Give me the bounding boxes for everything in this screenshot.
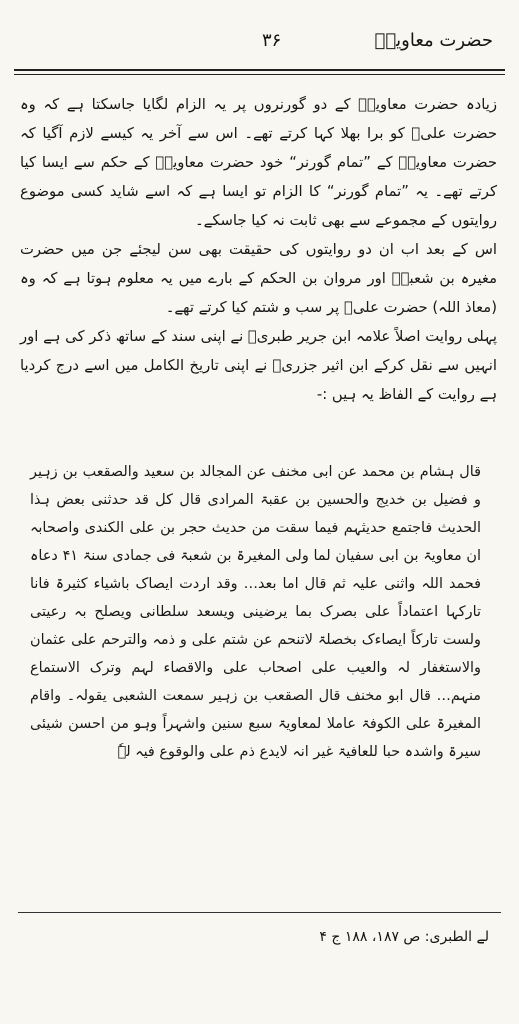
footnote-rule bbox=[18, 912, 501, 913]
page-number: ۳۶ bbox=[262, 30, 282, 51]
arabic-quotation: قال ہشام بن محمد عن ابی مخنف عن المجالد بن سعید والصقعب بن زہیر و فضیل بن خدیج والحسین بن عقبۃ المرادی قال کل قد حدثنی بعض ہذا الحدیث فاجتمع حدیثہم فیما سقت من حدیث حجر بن علی الکندی واصحابہ ان معاویۃ بن ابی سفیان لما ولی المغیرۃ بن شعبۃ فی جمادی سنۃ ۴۱ دعاہ فحمد اللہ واثنی علیہ ثم قال اما بعد… وقد اردت ایصاک باشیاء کثیرۃ فانا تارکہا اعتماداً علی بصرک بما یرضینی ویسعد سلطانی ویصلح بہ رعیتی ولست تارکاً ایصاءک بخصلۃ لاتنحم عن شتم علی و ذمہ والترحم علی عثمان والاستغفار لہ والعیب علی اصحاب علی والاقصاء لہم وترک الاستماع منہم… قال ابو مخنف قال الصقعب بن زہیر سمعت الشعبی یقولہ۔ واقام المغیرۃ علی الکوفۃ عاملا لمعاویۃ سبع سنین واشہراً وہو من احسن شیئی سیرۃ واشدہ حبا للعافیۃ غیر انہ لایدع ذم علی والوقوع فیہ لہٗ bbox=[30, 464, 481, 760]
header-rule bbox=[14, 69, 505, 71]
running-title: حضرت معاویہؓ bbox=[374, 30, 493, 51]
paragraph-1: زیادہ حضرت معاویہؓ کے دو گورنروں پر یہ الزام لگایا جاسکتا ہے کہ وہ حضرت علیؓ کو برا بھلا کہا کرتے تھے۔ اس سے آخر یہ کیسے لازم آگیا کہ حضرت معاویہؓ کے ”تمام گورنر“ خود حضرت معاویہؓ کے حکم سے ایسا کیا کرتے تھے۔ یہ ”تمام گورنر“ کا الزام تو ایسا ہے کہ اسے شاید کسی موضوع روایتوں کے مجموعے سے بھی ثابت نہ کیا جاسکے۔ bbox=[20, 96, 497, 229]
header-rule-secondary bbox=[14, 74, 505, 75]
footnote: لے الطبری: ص ۱۸۷، ۱۸۸ ج ۴ bbox=[319, 929, 489, 945]
main-text bbox=[20, 90, 497, 409]
paragraph-2: اس کے بعد اب ان دو روایتوں کی حقیقت بھی سن لیجئے جن میں حضرت مغیرہ بن شعبہؓ اور مروان بن الحکم کے بارے میں یہ معلوم ہوتا ہے کہ وہ (معاذ اللہ) حضرت علیؓ پر سب و شتم کیا کرتے تھے۔ bbox=[20, 241, 497, 316]
paragraph-3: پہلی روایت اصلاً علامہ ابن جریر طبریؒ نے اپنی سند کے ساتھ ذکر کی ہے اور انہیں سے نقل کرکے ابن اثیر جزریؒ نے اپنی تاریخ الکامل میں اسے درج کردیا ہے روایت کے الفاظ یہ ہیں :- bbox=[20, 328, 497, 403]
page-header bbox=[14, 22, 505, 74]
